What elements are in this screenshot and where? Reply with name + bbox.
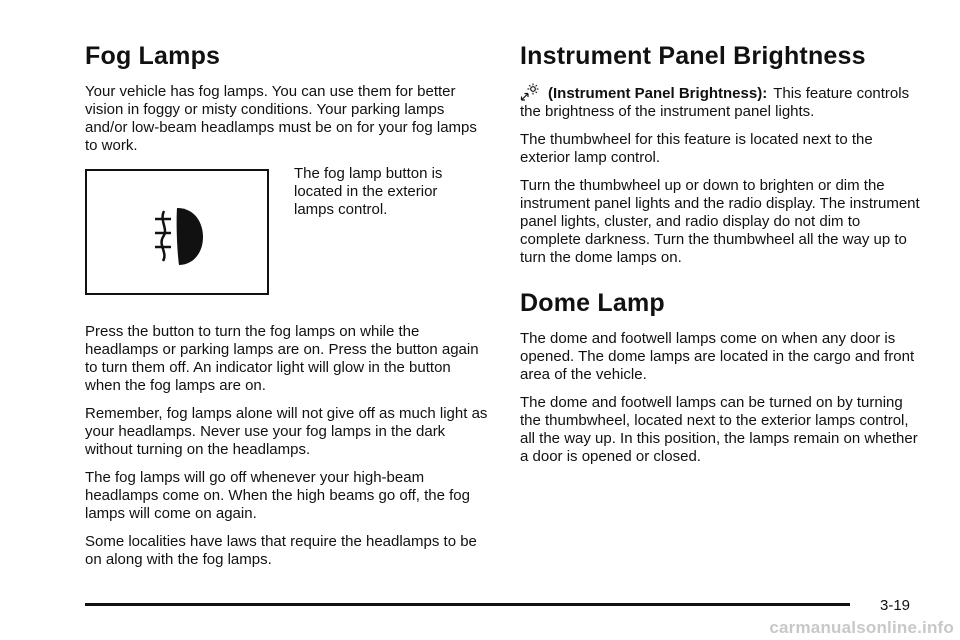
- fog-lamps-heading: Fog Lamps: [85, 42, 221, 70]
- dome-lamp-paragraph-1: The dome and footwell lamps come on when any door is opened. The dome lamps are located in the cargo and front area of the vehicle.: [520, 330, 915, 383]
- fog-lamp-icon: [87, 171, 267, 293]
- ipb-description: [520, 83, 920, 121]
- fog-lamp-button-illustration: [85, 169, 269, 295]
- watermark: carmanualsonline.info: [769, 618, 954, 637]
- figure-caption-text: The fog lamp button is located in the exterior lamps control.: [294, 165, 443, 218]
- fog-lamps-paragraph-2: Remember, fog lamps alone will not give off as much light as your headlamps. Never use your fog lamps in the dark without turning on the headlamps.: [85, 405, 488, 458]
- dome-lamp-heading: Dome Lamp: [520, 289, 665, 317]
- fog-lamp-figure: [85, 165, 490, 305]
- instrument-panel-brightness-heading: Instrument Panel Brightness: [520, 42, 866, 70]
- right-column: [520, 42, 920, 476]
- ipb-text: This feature controls the brightness of the instrument panel lights.: [520, 85, 910, 120]
- page-number: 3-19: [880, 597, 911, 614]
- fog-lamps-paragraph-1: Press the button to turn the fog lamps on while the headlamps or parking lamps are on. Press the button again to turn them off. An indicator light will glow in the button when the fog lamps are on.: [85, 323, 479, 394]
- ipb-paragraph-2: Turn the thumbwheel up or down to brighten or dim the instrument panel lights and the radio display. The instrument panel lights, cluster, and radio display do not dim to complete darkness. Turn the thumbwheel all the way up to turn the dome lamps on.: [520, 177, 920, 266]
- dome-lamp-paragraph-2: The dome and footwell lamps can be turned on by turning the thumbwheel, located next to the exterior lamps control, all the way up. In this position, the lamps remain on whether a door is opened or closed.: [520, 394, 918, 465]
- ipb-paragraph-1: The thumbwheel for this feature is located next to the exterior lamp control.: [520, 131, 873, 166]
- footer-rule: [85, 603, 850, 606]
- fog-lamps-intro: Your vehicle has fog lamps. You can use them for better vision in foggy or misty conditions. Your parking lamps and/or low-beam headlamps must be on for your fog lamps to work.: [85, 83, 477, 154]
- fog-lamp-figure-caption: [294, 165, 474, 219]
- ipb-label: (Instrument Panel Brightness):: [548, 85, 768, 102]
- fog-lamps-paragraph-3: The fog lamps will go off whenever your high-beam headlamps come on. When the high beams go off, the fog lamps will come on again.: [85, 469, 470, 522]
- panel-brightness-icon: [520, 83, 540, 101]
- fog-lamps-paragraph-4: Some localities have laws that require the headlamps to be on along with the fog lamps.: [85, 533, 477, 568]
- left-column: [85, 42, 490, 579]
